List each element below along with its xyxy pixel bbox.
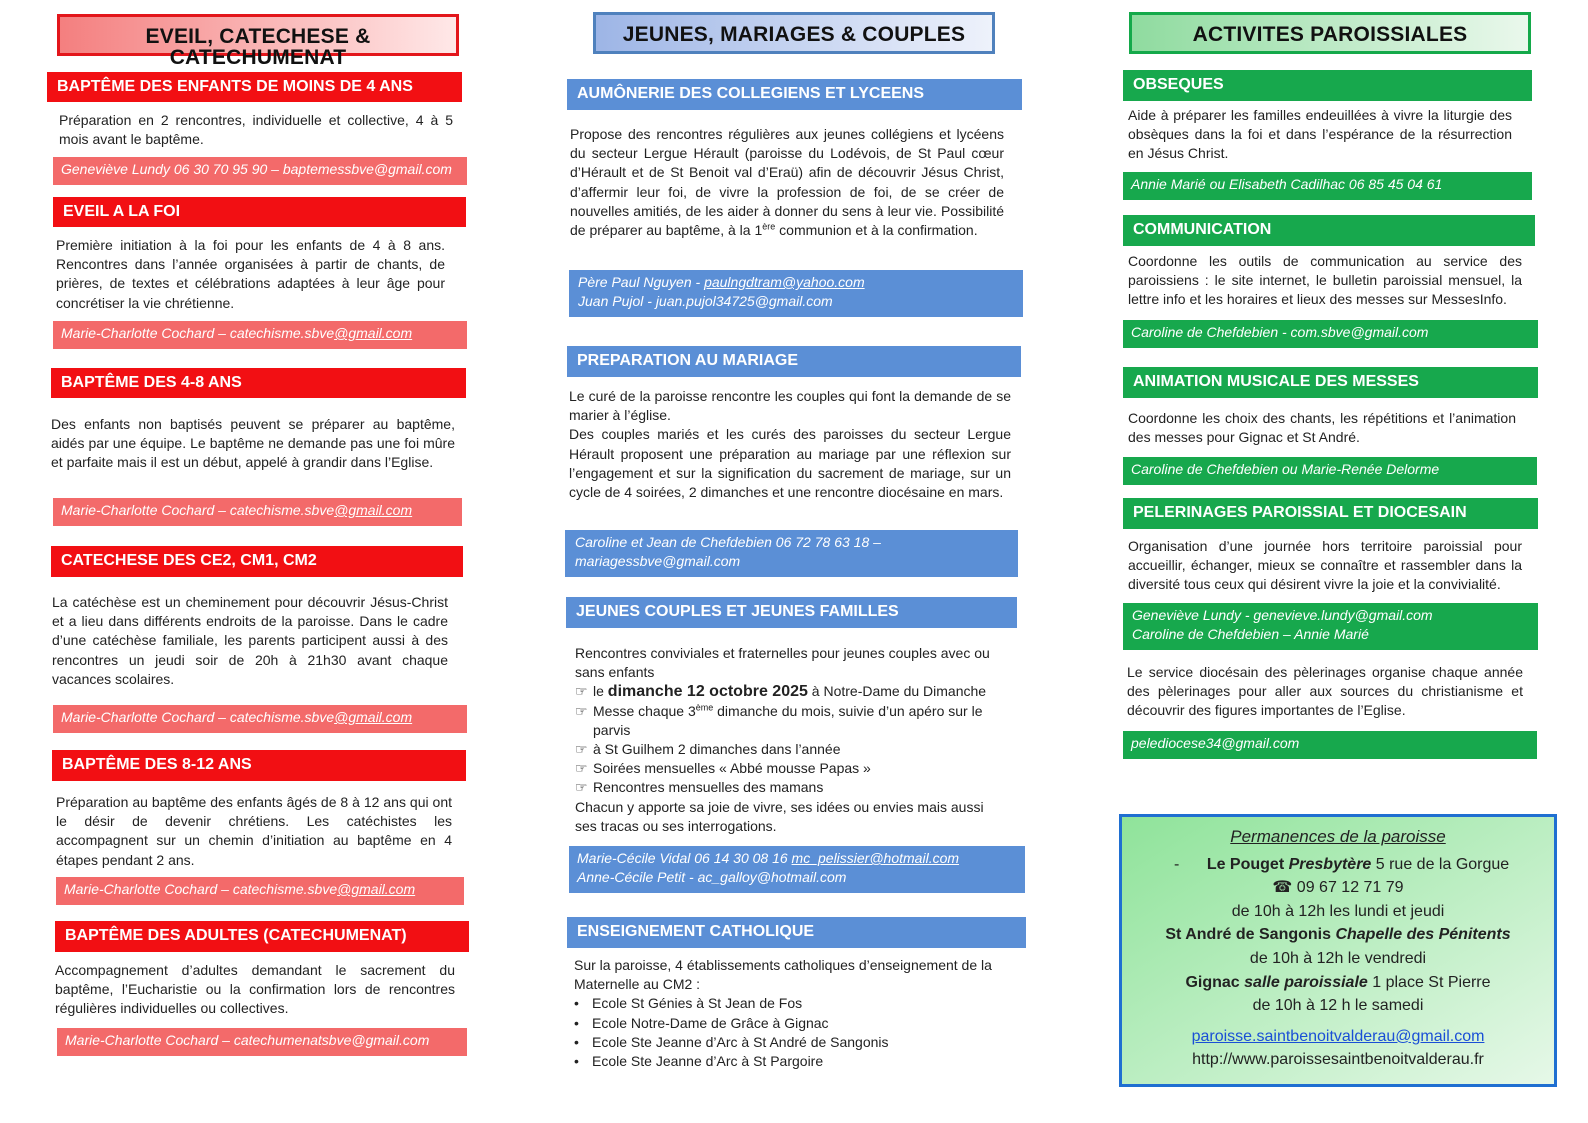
section-heading: AUMÔNERIE DES COLLEGIENS ET LYCEENS [567, 79, 1022, 110]
contact-bar: Annie Marié ou Elisabeth Cadilhac 06 85 45 04 61 [1123, 172, 1532, 200]
section-heading: JEUNES COUPLES ET JEUNES FAMILLES [566, 597, 1017, 628]
pointing-hand-icon: ☞ [575, 760, 588, 777]
school-list [574, 994, 1024, 1071]
contact-name: Père Paul Nguyen - [578, 274, 705, 290]
contact-bar [53, 705, 467, 733]
pointing-hand-icon: ☞ [575, 741, 588, 758]
contact-bar: Caroline de Chefdebien ou Marie-Renée Delorme [1123, 457, 1537, 485]
section-text: Rencontres conviviales et fraternelles pour jeunes couples avec ou sans enfants ☞ le dimanche 12 octobre 2025 à Notre-Dame du Dimanche ☞ Messe chaque 3ème dimanche du mois, suivie d’un apéro sur le parvis ☞ à St Guilhem 2 dimanches dans l’année ☞ Soirées mensuelles « Abbé mousse Papas » ☞ Rencontres mensuelles des mamans Chacun y apporte sa joie de vivre, ses idées ou envies mais aussi ses tracas ou ses interrogations. [575, 644, 1009, 836]
section-text: Préparation en 2 rencontres, individuelle et collective, 4 à 5 mois avant le baptême. [59, 112, 453, 148]
contact-line: Caroline et Jean de Chefdebien 06 72 78 63 18 – [575, 534, 881, 550]
email-link[interactable]: @gmail.com [334, 502, 413, 518]
contact-bar [569, 846, 1025, 893]
list-item: • Ecole St Génies à St Jean de Fos [574, 994, 1024, 1013]
contact-bar: pelediocese34@gmail.com [1123, 731, 1537, 759]
right-column-title: ACTIVITES PAROISSIALES [1129, 12, 1531, 54]
permanences-title: Permanences de la paroisse [1230, 827, 1446, 846]
contact-bar [53, 321, 467, 349]
section-heading: COMMUNICATION [1123, 215, 1535, 246]
section-text: Accompagnement d’adultes demandant le sacrement du baptême, l’Eucharistie ou la confirmation lors de rencontres régulières individuelles ou collectives. [55, 962, 455, 1017]
activity-list [575, 682, 1009, 797]
section-text: La catéchèse est un cheminement pour découvrir Jésus-Christ et a lieu dans différents endroits de la paroisse. Dans le cadre d’une catéchèse familiale, les parents participent aussi à des rencontres un jeudi soir de 20h à 21h30 avant chaque vacances scolaires. [52, 594, 448, 687]
contact-line: Caroline de Chefdebien – Annie Marié [1132, 626, 1369, 642]
pointing-hand-icon: ☞ [575, 702, 588, 719]
middle-column-title: JEUNES, MARIAGES & COUPLES [593, 12, 995, 54]
list-item: ☞ Messe chaque 3ème dimanche du mois, suivie d’un apéro sur le parvis [575, 701, 983, 738]
contact-line: Anne-Cécile Petit - ac_galloy@hotmail.com [577, 869, 847, 885]
section-heading: ENSEIGNEMENT CATHOLIQUE [567, 917, 1026, 948]
pointing-hand-icon: ☞ [575, 779, 588, 796]
hours-line: de 10h à 12h le vendredi [1249, 949, 1427, 967]
contact-bar: Caroline de Chefdebien - com.sbve@gmail.com [1123, 320, 1538, 348]
left-column-title: EVEIL, CATECHESE & CATECHUMENAT [57, 14, 459, 56]
contact-bar [569, 270, 1023, 317]
contact-name: Marie-Charlotte Cochard – catechisme.sbve [64, 881, 338, 897]
list-item: ☞ le dimanche 12 octobre 2025 à Notre-Dame du Dimanche [575, 683, 987, 701]
section-text: Préparation au baptême des enfants âgés de 8 à 12 ans qui ont le désir de devenir chrétiens. Les catéchistes les accompagnent sur un chemin d’initiation au baptême en 4 étapes pendant 2 ans. [56, 794, 452, 868]
contact-bar: Marie-Charlotte Cochard – catechumenatsbve@gmail.com [57, 1028, 467, 1056]
list-item: • Ecole Notre-Dame de Grâce à Gignac [574, 1014, 1024, 1033]
list-item: ☞ à St Guilhem 2 dimanches dans l’année [575, 740, 1009, 759]
list-item: • Ecole Ste Jeanne d’Arc à St Pargoire [574, 1052, 1024, 1071]
gignac-line: Gignac salle paroissiale 1 place St Pierre [1185, 973, 1491, 991]
phone-icon: ☎ [1272, 879, 1293, 897]
section-text: Le curé de la paroisse rencontre les couples qui font la demande de se marier à l’église. Des couples mariés et les curés des paroisses du secteur Lergue Hérault proposent une préparation au mariage par une réflexion sur l’engagement et sur la signification du sacrement de mariage, sur un cycle de 4 soirées, 2 dimanches et une rencontre diocésaine en mars. [569, 388, 1011, 501]
bullet-icon: • [574, 1053, 579, 1070]
st-andre-line: St André de Sangonis Chapelle des Pénitents [1165, 926, 1511, 944]
email-link[interactable]: @gmail.com [337, 881, 416, 897]
permanences-box [1119, 814, 1557, 1087]
bullet-icon: • [574, 1033, 579, 1050]
section-heading: OBSEQUES [1123, 70, 1532, 101]
section-heading: BAPTÊME DES ADULTES (CATECHUMENAT) [55, 921, 469, 952]
section-heading: BAPTÊME DES ENFANTS DE MOINS DE 4 ANS [47, 72, 462, 102]
contact-bar [565, 530, 1018, 577]
contact-line: Geneviève Lundy - genevieve.lundy@gmail.com [1132, 607, 1433, 623]
bullet-icon: • [574, 995, 579, 1012]
section-heading: CATECHESE DES CE2, CM1, CM2 [51, 546, 463, 577]
hours-line: de 10h à 12 h le samedi [1252, 997, 1424, 1015]
contact-bar [1123, 603, 1538, 650]
section-text: Sur la paroisse, 4 établissements catholiques d’enseignement de la Maternelle au CM2 : • Ecole St Génies à St Jean de Fos • Ecole Notre-Dame de Grâce à Gignac • Ecole Ste Jeanne d’Arc à St André de Sangonis • Ecole Ste Jeanne d’Arc à St Pargoire [574, 956, 1024, 1071]
section-text: Organisation d’une journée hors territoire paroissial pour accueillir, échanger, mieux se connaître et rassembler dans la diversité tous ceux qui désirent vivre la joie et la convivialité. [1128, 538, 1522, 593]
contact-name: Marie-Charlotte Cochard – catechisme.sbve [61, 709, 335, 725]
section-heading: BAPTÊME DES 4-8 ANS [51, 368, 466, 398]
contact-bar [53, 498, 462, 526]
section-text: Le service diocésain des pèlerinages organise chaque année des pèlerinages pour aller aux sources du christianisme et découvrir des figures importantes de l’Eglise. [1127, 664, 1523, 719]
hours-line: de 10h à 12h les lundi et jeudi [1231, 902, 1445, 920]
contact-line: Juan Pujol - juan.pujol34725@gmail.com [578, 293, 833, 309]
section-text: Des enfants non baptisés peuvent se préparer au baptême, aidés par une équipe. Le baptême ne demande pas une foi mûre et parfaite mais il est un début, appelé à grandir dans l’Eglise. [51, 416, 455, 471]
phone-line [1122, 876, 1554, 900]
phone-number[interactable]: 09 67 12 71 79 [1292, 879, 1404, 897]
list-item: ☞ Rencontres mensuelles des mamans [575, 778, 1009, 797]
bullet-icon: • [574, 1014, 579, 1031]
email-link[interactable]: paroisse.saintbenoitvalderau@gmail.com [1191, 1027, 1485, 1045]
section-text: Coordonne les outils de communication au service des paroissiens : le site internet, le bulletin paroissial mensuel, la lettre info et les horaires et lieux des messes sur MessesInfo. [1128, 253, 1522, 308]
list-item: ☞ Soirées mensuelles « Abbé mousse Papas » [575, 759, 1009, 778]
contact-name: Marie-Cécile Vidal 06 14 30 08 16 [577, 850, 792, 866]
dash: - [1174, 855, 1180, 873]
section-heading: PREPARATION AU MARIAGE [567, 346, 1021, 377]
website-link[interactable]: http://www.paroissesaintbenoitvalderau.fr [1192, 1051, 1484, 1069]
email-link[interactable]: mc_pelissier@hotmail.com [791, 850, 960, 866]
contact-line: mariagessbve@gmail.com [575, 553, 741, 569]
email-link[interactable]: @gmail.com [334, 325, 413, 341]
contact-name: Marie-Charlotte Cochard – catechisme.sbve [61, 325, 335, 341]
section-text: Coordonne les choix des chants, les répétitions et l’animation des messes pour Gignac et St André. [1128, 410, 1516, 446]
email-link[interactable]: paulngdtram@yahoo.com [704, 274, 865, 290]
section-text: Première initiation à la foi pour les enfants de 4 à 8 ans. Rencontres dans l’année organisées à partir de chants, de prières, de textes et célébrations adaptées à leur âge pour concrétiser la vie chrétienne. [56, 237, 445, 311]
contact-bar: Geneviève Lundy 06 30 70 95 90 – baptemessbve@gmail.com [53, 157, 467, 185]
section-heading: PELERINAGES PAROISSIAL ET DIOCESAIN [1123, 498, 1538, 529]
le-pouget-line: - Le Pouget Presbytère 5 rue de la Gorgue [1122, 853, 1554, 877]
list-item: • Ecole Ste Jeanne d’Arc à St André de Sangonis [574, 1033, 1024, 1052]
section-text: Aide à préparer les familles endeuillées à vivre la liturgie des obsèques dans la foi et dans l’espérance de la résurrection en Jésus Christ. [1128, 107, 1512, 162]
email-link[interactable]: @gmail.com [334, 709, 413, 725]
section-heading: ANIMATION MUSICALE DES MESSES [1123, 367, 1538, 398]
contact-bar [56, 877, 464, 905]
section-text: Propose des rencontres régulières aux jeunes collégiens et lycéens du secteur Lergue Hérault (paroisse du Lodévois, de St Paul cœur d’Hérault et de St Benoit val d’Eraü) afin de découvrir Jésus Christ, d’affermir leur foi, de vivre la profession de foi, de se créer de nouvelles amitiés, de les aider à donner du sens à leur vie. Possibilité de préparer au baptême, à la 1ère communion et à la confirmation. [570, 126, 1004, 239]
contact-name: Marie-Charlotte Cochard – catechisme.sbve [61, 502, 335, 518]
section-heading: BAPTÊME DES 8-12 ANS [52, 750, 466, 781]
pointing-hand-icon: ☞ [575, 683, 588, 700]
section-heading: EVEIL A LA FOI [53, 197, 466, 227]
